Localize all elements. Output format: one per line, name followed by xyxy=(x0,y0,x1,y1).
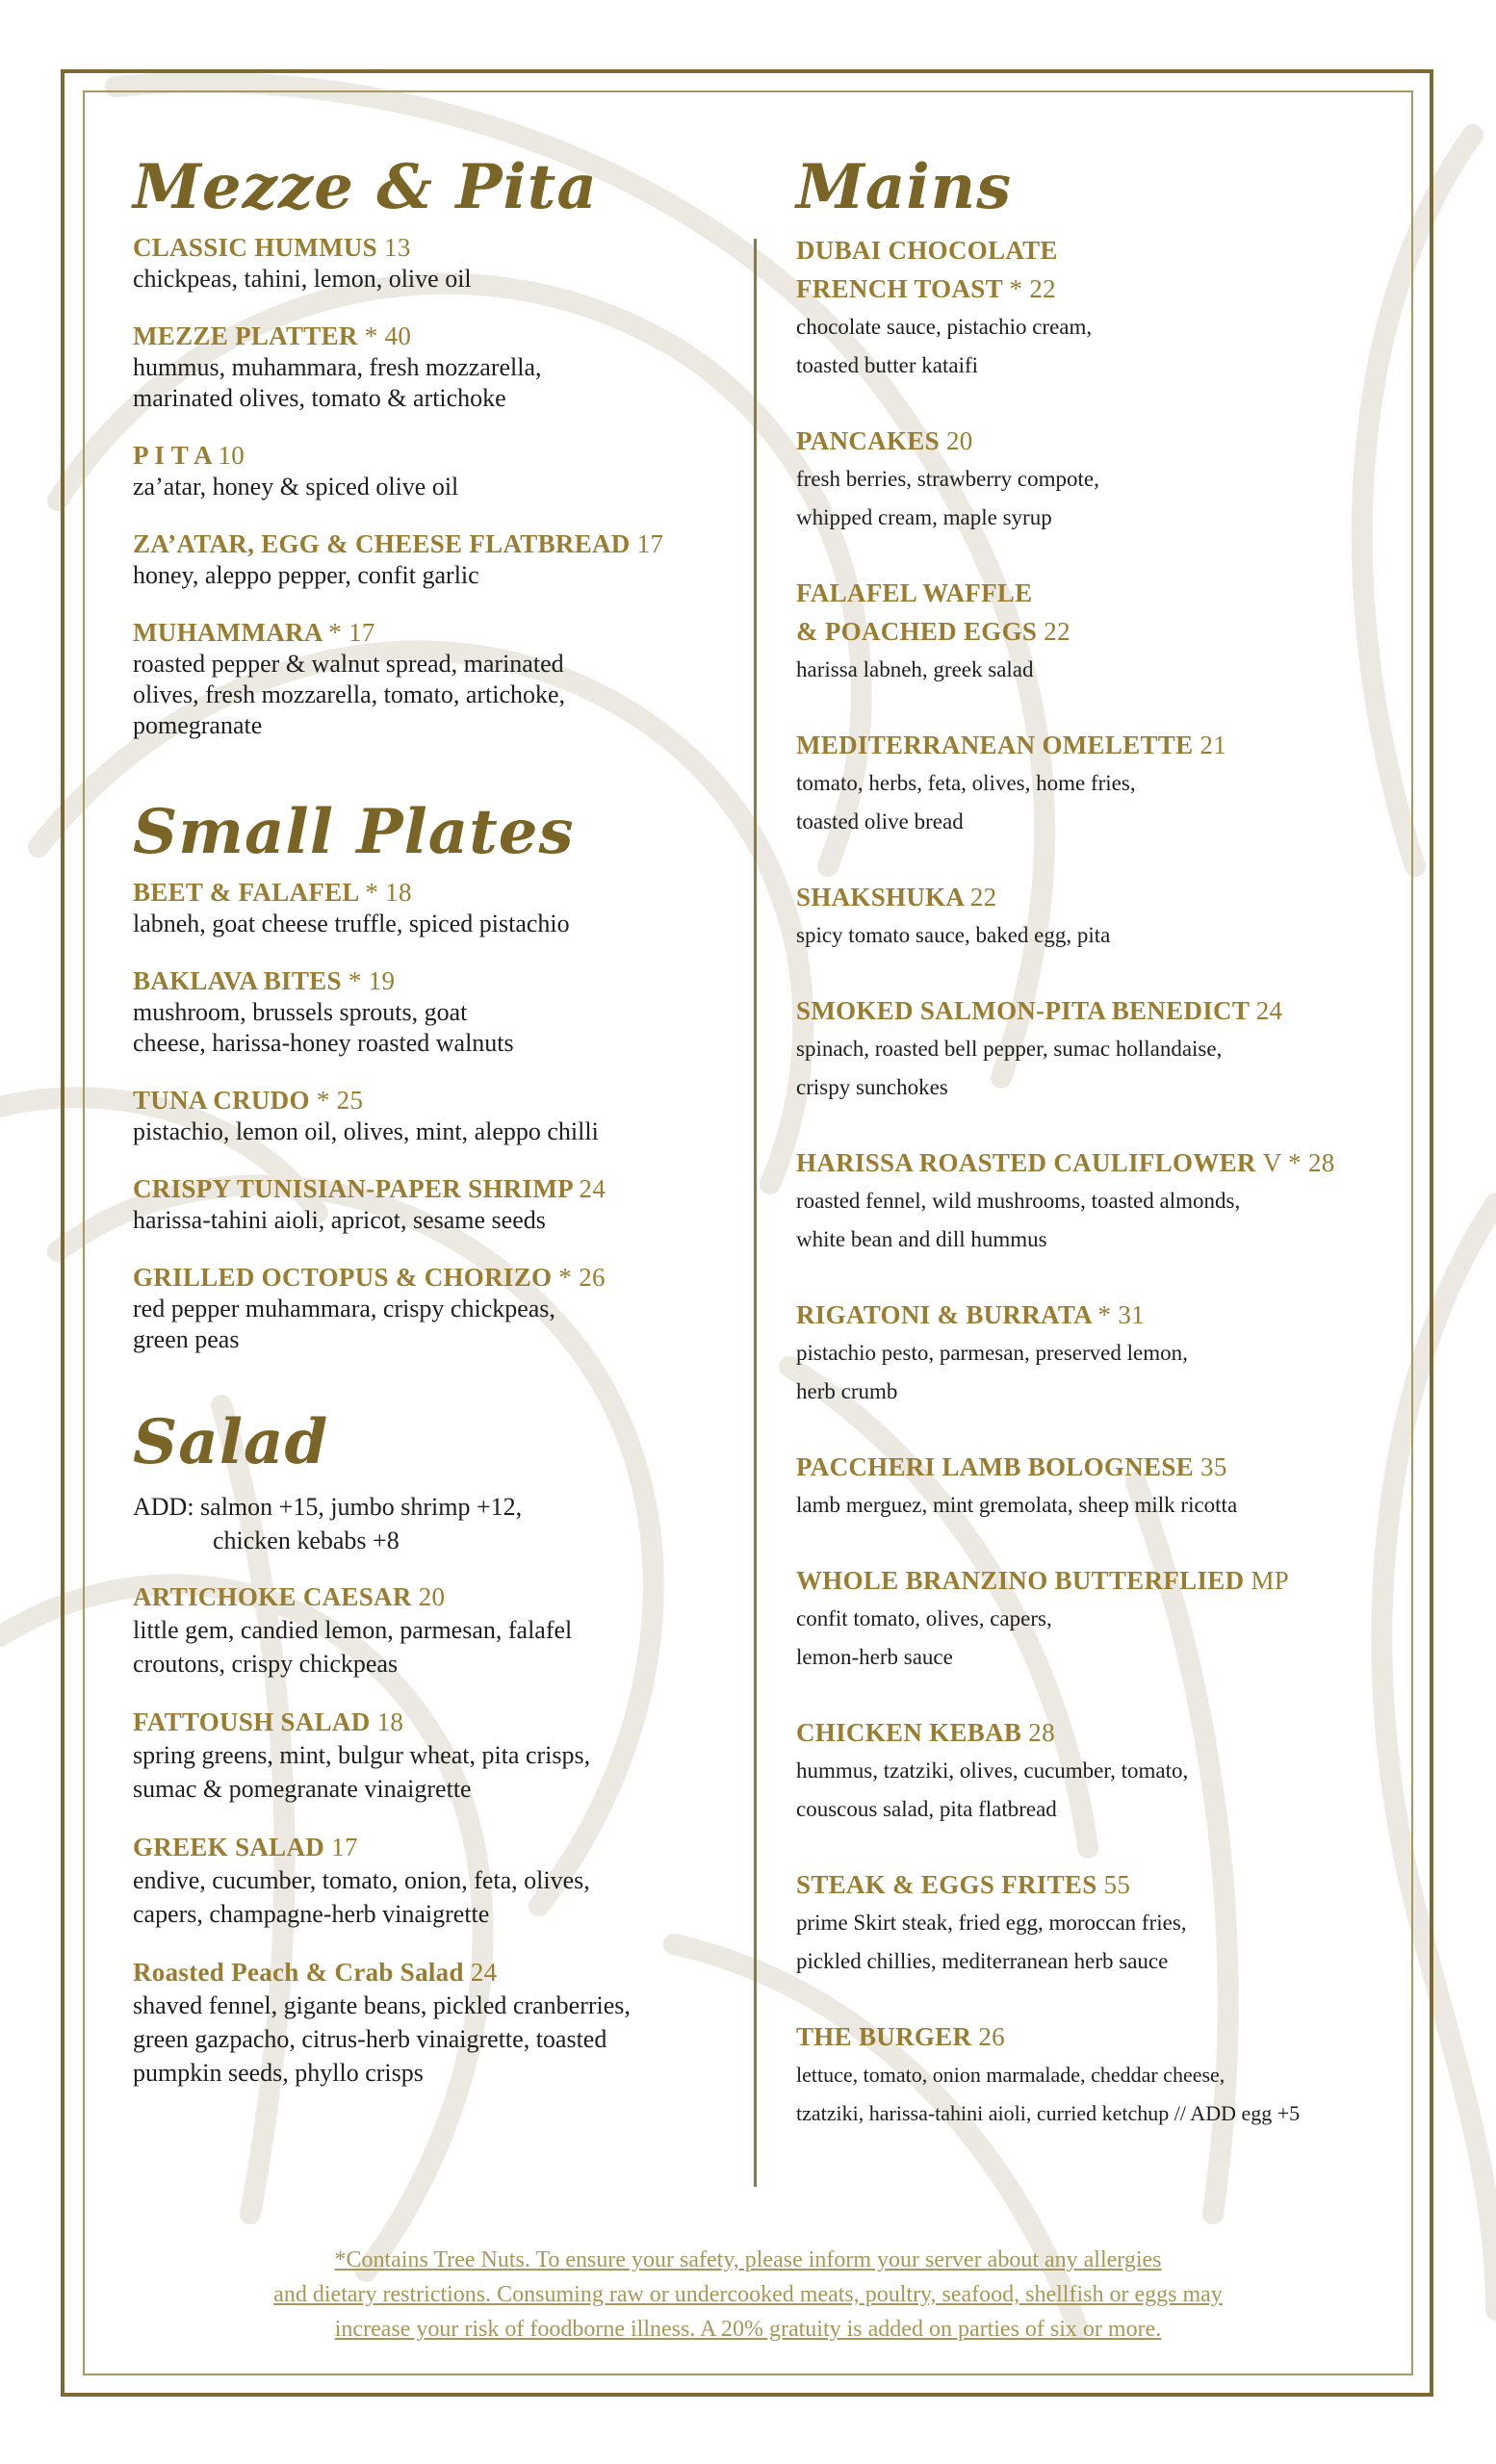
item-desc: croutons, crispy chickpeas xyxy=(133,1650,399,1678)
item-desc: olives, fresh mozzarella, tomato, artichoke, xyxy=(133,680,566,708)
item-name: HARISSA ROASTED CAULIFLOWER xyxy=(796,1148,1256,1177)
section-title-salad: Salad xyxy=(133,1406,329,1478)
item-name: TUNA CRUDO xyxy=(133,1086,310,1115)
item-price: * 26 xyxy=(558,1263,606,1292)
left-column xyxy=(133,144,730,2090)
item-price: 18 xyxy=(376,1707,404,1736)
menu-item xyxy=(796,1713,1403,1829)
item-price: 26 xyxy=(978,2022,1005,2051)
menu-item xyxy=(796,1448,1403,1525)
item-price: 24 xyxy=(1255,996,1283,1025)
item-price: 24 xyxy=(579,1174,606,1203)
menu-item xyxy=(133,1706,730,1806)
item-price: 10 xyxy=(218,441,245,470)
item-desc: prime Skirt steak, fried egg, moroccan fries, xyxy=(796,1911,1187,1935)
item-name: BAKLAVA BITES xyxy=(133,966,342,995)
allergy-disclaimer xyxy=(144,2243,1352,2347)
item-name: SHAKSHUKA xyxy=(796,883,964,911)
item-name: FATTOUSH SALAD xyxy=(133,1707,371,1736)
item-name: CLASSIC HUMMUS xyxy=(133,233,377,262)
item-desc: labneh, goat cheese truffle, spiced pistachio xyxy=(133,910,570,937)
menu-item xyxy=(796,1561,1403,1677)
item-desc: honey, aleppo pepper, confit garlic xyxy=(133,561,479,589)
item-desc: confit tomato, olives, capers, xyxy=(796,1606,1052,1630)
item-desc: capers, champagne-herb vinaigrette xyxy=(133,1900,490,1928)
menu-item xyxy=(133,1084,730,1147)
menu-item xyxy=(133,320,730,414)
item-name: SMOKED SALMON-PITA BENEDICT xyxy=(796,996,1250,1025)
item-desc: lettuce, tomato, onion marmalade, cheddar cheese, xyxy=(796,2063,1225,2087)
menu-item xyxy=(796,231,1403,385)
item-desc: chocolate sauce, pistachio cream, xyxy=(796,315,1093,339)
item-desc: pistachio pesto, parmesan, preserved lemon, xyxy=(796,1341,1188,1365)
salad-list xyxy=(133,1580,730,2090)
section-title-mezze: Mezze & Pita xyxy=(133,151,598,223)
item-desc: sumac & pomegranate vinaigrette xyxy=(133,1775,472,1803)
item-price: 22 xyxy=(969,883,997,911)
item-desc: pumpkin seeds, phyllo crisps xyxy=(133,2059,424,2087)
item-name: BEET & FALAFEL xyxy=(133,878,359,907)
menu-item xyxy=(796,1296,1403,1411)
item-price: * 17 xyxy=(328,618,375,647)
item-desc: tzatziki, harissa-tahini aioli, curried ketchup // ADD egg +5 xyxy=(796,2101,1301,2125)
menu-item xyxy=(133,964,730,1059)
menu-item xyxy=(796,878,1403,955)
addon-line: ADD: salmon +15, jumbo shrimp +12, xyxy=(133,1493,523,1521)
item-desc: roasted fennel, wild mushrooms, toasted almonds, xyxy=(796,1189,1241,1213)
item-name: STEAK & EGGS FRITES xyxy=(796,1870,1097,1899)
menu-item xyxy=(133,527,730,591)
menu-item xyxy=(133,1956,730,2090)
item-desc: harissa labneh, greek salad xyxy=(796,657,1034,681)
item-desc: endive, cucumber, tomato, onion, feta, olives, xyxy=(133,1866,590,1894)
section-title-small-plates: Small Plates xyxy=(133,796,575,868)
menu-item xyxy=(133,439,730,502)
menu-item xyxy=(133,616,730,741)
menu-item xyxy=(133,1261,730,1355)
item-price: * 31 xyxy=(1097,1300,1145,1329)
item-price: 13 xyxy=(384,233,411,262)
item-name: THE BURGER xyxy=(796,2022,972,2051)
item-name: PACCHERI LAMB BOLOGNESE xyxy=(796,1452,1194,1481)
item-name: WHOLE BRANZINO BUTTERFLIED xyxy=(796,1566,1245,1595)
item-price: * 22 xyxy=(1009,274,1056,303)
item-desc: hummus, muhammara, fresh mozzarella, xyxy=(133,353,542,381)
item-name: ZA’ATAR, EGG & CHEESE FLATBREAD xyxy=(133,529,631,558)
disclaimer-line: and dietary restrictions. Consuming raw or undercooked meats, poultry, seafood, shellfish or eggs may xyxy=(273,2282,1223,2307)
item-desc: pistachio, lemon oil, olives, mint, aleppo chilli xyxy=(133,1117,599,1145)
item-desc: spicy tomato sauce, baked egg, pita xyxy=(796,923,1111,947)
item-name: GREEK SALAD xyxy=(133,1833,325,1861)
item-name: GRILLED OCTOPUS & CHORIZO xyxy=(133,1263,553,1292)
item-desc: spinach, roasted bell pepper, sumac hollandaise, xyxy=(796,1037,1223,1061)
item-desc: toasted butter kataifi xyxy=(796,353,979,377)
item-desc: green gazpacho, citrus-herb vinaigrette, toasted xyxy=(133,2025,607,2053)
menu-item xyxy=(133,1831,730,1931)
item-name: FRENCH TOAST xyxy=(796,274,1003,303)
column-divider xyxy=(754,239,757,2187)
item-price: 20 xyxy=(418,1582,446,1611)
item-desc: tomato, herbs, feta, olives, home fries, xyxy=(796,771,1136,795)
item-desc: red pepper muhammara, crispy chickpeas, xyxy=(133,1295,555,1322)
item-desc: mushroom, brussels sprouts, goat xyxy=(133,998,468,1026)
item-name: ARTICHOKE CAESAR xyxy=(133,1582,412,1611)
item-price: 21 xyxy=(1199,731,1227,759)
item-price: * 25 xyxy=(316,1086,364,1115)
item-desc: green peas xyxy=(133,1325,240,1353)
item-name: DUBAI CHOCOLATE xyxy=(796,236,1058,265)
menu-item xyxy=(796,1143,1403,1259)
item-price: 24 xyxy=(470,1958,498,1987)
item-name: CHICKEN KEBAB xyxy=(796,1718,1022,1747)
item-desc: pickled chillies, mediterranean herb sauce xyxy=(796,1949,1169,1973)
item-name: MEZZE PLATTER xyxy=(133,321,358,350)
item-desc: spring greens, mint, bulgur wheat, pita crisps, xyxy=(133,1741,591,1769)
item-desc: herb crumb xyxy=(796,1379,898,1403)
item-name: & POACHED EGGS xyxy=(796,617,1038,646)
item-price: 17 xyxy=(331,1833,358,1861)
right-column xyxy=(796,144,1403,2133)
item-desc: cheese, harissa-honey roasted walnuts xyxy=(133,1029,514,1057)
small-plates-list xyxy=(133,876,730,1355)
item-desc: little gem, candied lemon, parmesan, falafel xyxy=(133,1616,573,1644)
salad-addons xyxy=(133,1490,730,1557)
item-price: * 19 xyxy=(348,966,396,995)
disclaimer-line: *Contains Tree Nuts. To ensure your safety, please inform your server about any allergies xyxy=(334,2247,1162,2272)
item-name: Roasted Peach & Crab Salad xyxy=(133,1958,464,1987)
menu-item xyxy=(796,574,1403,689)
menu-item xyxy=(133,1172,730,1236)
item-desc: toasted olive bread xyxy=(796,809,964,834)
item-price: 55 xyxy=(1103,1870,1131,1899)
item-name: FALAFEL WAFFLE xyxy=(796,578,1033,607)
mains-list xyxy=(796,231,1403,2133)
menu-item xyxy=(133,876,730,939)
item-name: P I T A xyxy=(133,441,212,470)
disclaimer-line: increase your risk of foodborne illness. A 20% gratuity is added on parties of six or more. xyxy=(334,2317,1162,2342)
item-desc: marinated olives, tomato & artichoke xyxy=(133,384,506,412)
item-desc: whipped cream, maple syrup xyxy=(796,505,1052,529)
menu-item xyxy=(796,991,1403,1107)
item-desc: lemon-herb sauce xyxy=(796,1645,953,1669)
item-desc: chickpeas, tahini, lemon, olive oil xyxy=(133,265,472,293)
item-desc: hummus, tzatziki, olives, cucumber, tomato, xyxy=(796,1758,1189,1783)
item-name: RIGATONI & BURRATA xyxy=(796,1300,1092,1329)
menu-item xyxy=(796,422,1403,537)
item-price: 35 xyxy=(1200,1452,1227,1481)
item-price: MP xyxy=(1251,1566,1290,1595)
item-desc: crispy sunchokes xyxy=(796,1075,948,1099)
mezze-list xyxy=(133,231,730,741)
item-name: MEDITERRANEAN OMELETTE xyxy=(796,731,1194,759)
menu-item xyxy=(133,1580,730,1681)
item-price: 17 xyxy=(636,529,664,558)
menu-item xyxy=(133,231,730,295)
item-price: 22 xyxy=(1044,617,1070,646)
item-name: PANCAKES xyxy=(796,426,940,455)
item-desc: shaved fennel, gigante beans, pickled cranberries, xyxy=(133,1991,631,2019)
item-desc: harissa-tahini aioli, apricot, sesame seeds xyxy=(133,1206,546,1234)
item-name: CRISPY TUNISIAN-PAPER SHRIMP xyxy=(133,1174,573,1203)
item-price: 20 xyxy=(945,426,973,455)
item-price: * 40 xyxy=(364,321,412,350)
addon-line: chicken kebabs +8 xyxy=(213,1527,400,1554)
menu-item xyxy=(796,726,1403,841)
item-desc: couscous salad, pita flatbread xyxy=(796,1797,1057,1821)
item-price: 28 xyxy=(1028,1718,1055,1747)
item-desc: white bean and dill hummus xyxy=(796,1227,1047,1251)
section-title-mains: Mains xyxy=(796,151,1013,223)
item-desc: lamb merguez, mint gremolata, sheep milk ricotta xyxy=(796,1493,1238,1517)
item-desc: pomegranate xyxy=(133,711,263,739)
item-desc: roasted pepper & walnut spread, marinated xyxy=(133,650,564,678)
item-price: V * 28 xyxy=(1262,1148,1335,1177)
menu-item xyxy=(796,2017,1403,2133)
item-desc: fresh berries, strawberry compote, xyxy=(796,467,1099,491)
item-desc: za’atar, honey & spiced olive oil xyxy=(133,473,459,500)
item-name: MUHAMMARA xyxy=(133,618,322,647)
menu-item xyxy=(796,1865,1403,1981)
item-price: * 18 xyxy=(365,878,412,907)
